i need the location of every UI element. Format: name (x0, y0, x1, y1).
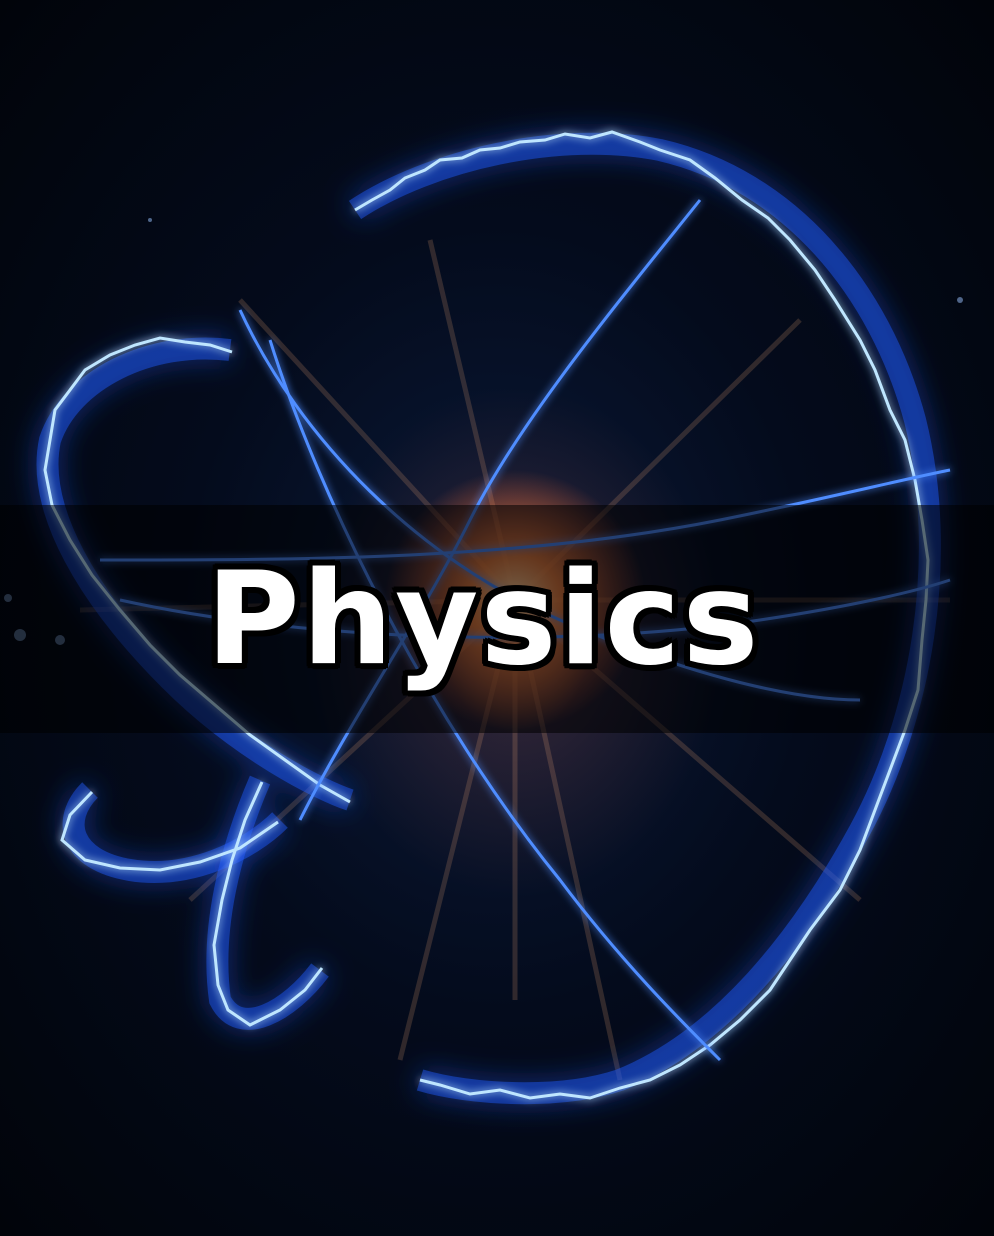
page-title: Physics (206, 544, 761, 694)
